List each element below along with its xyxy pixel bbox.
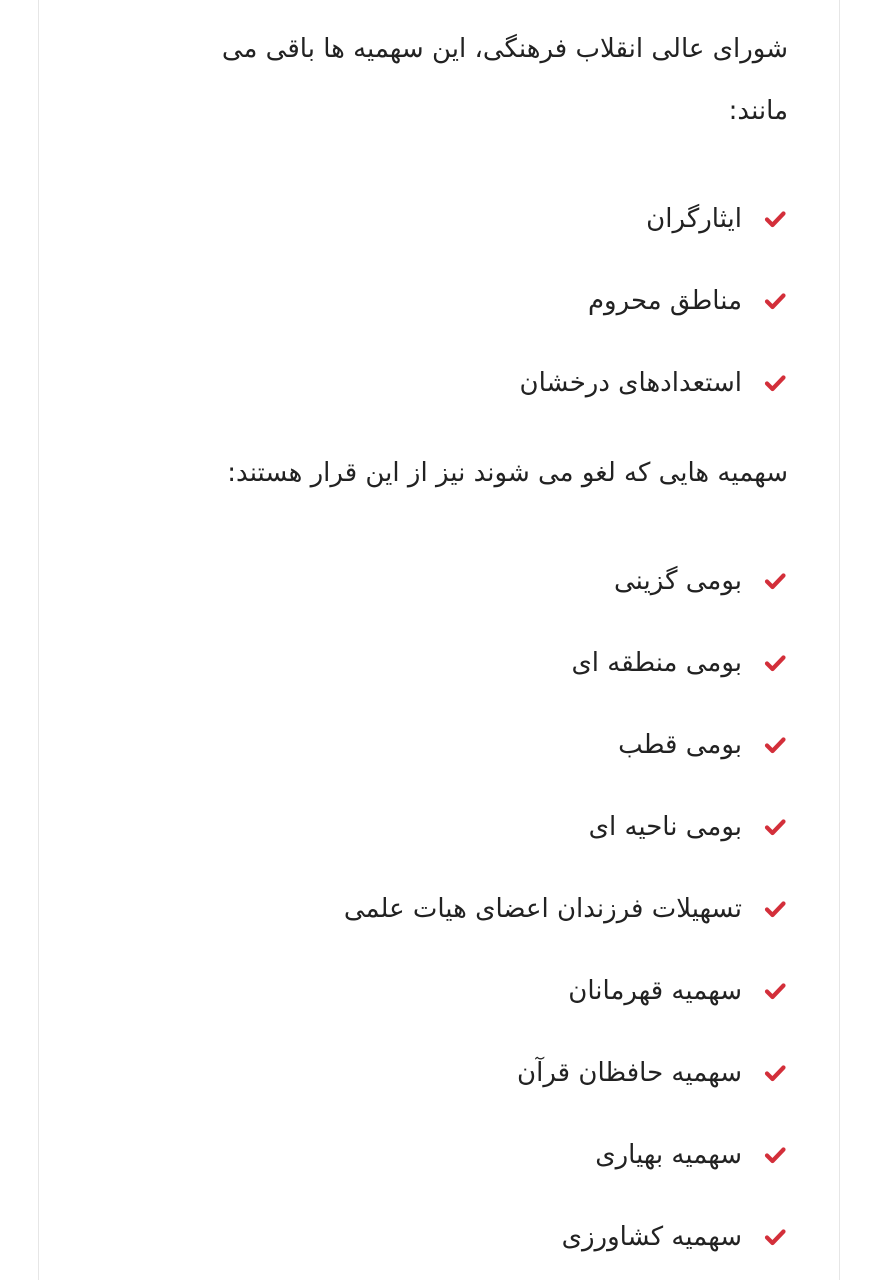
check-icon <box>764 570 786 592</box>
kept-quotas-list <box>80 178 788 424</box>
list-item <box>80 260 788 342</box>
check-icon <box>764 652 786 674</box>
list-item-text: بومی منطقه ای <box>571 648 742 678</box>
check-icon <box>764 208 786 230</box>
list-item-text: سهمیه قهرمانان <box>568 976 742 1006</box>
list-item <box>80 622 788 704</box>
article-content <box>80 0 788 1278</box>
list-item-text: بومی قطب <box>618 730 742 760</box>
intro-line-1: شورای عالی انقلاب فرهنگی، این سهمیه ها باقی می <box>221 34 788 64</box>
removed-quotas-heading: سهمیه هایی که لغو می شوند نیز از این قرار هستند: <box>227 458 788 488</box>
list-item <box>80 786 788 868</box>
list-item-text: سهمیه بهیاری <box>595 1140 742 1170</box>
list-item <box>80 342 788 424</box>
list-item <box>80 1032 788 1114</box>
list-item-text: بومی ناحیه ای <box>588 812 742 842</box>
list-item-text: ایثارگران <box>646 204 742 234</box>
check-icon <box>764 290 786 312</box>
list-item-text: بومی گزینی <box>613 566 742 596</box>
list-item-text: مناطق محروم <box>587 286 742 316</box>
list-item <box>80 868 788 950</box>
list-item <box>80 1196 788 1278</box>
list-item-text: سهمیه حافظان قرآن <box>517 1058 742 1088</box>
check-icon <box>764 734 786 756</box>
removed-quotas-list <box>80 540 788 1278</box>
check-icon <box>764 1062 786 1084</box>
list-item <box>80 178 788 260</box>
check-icon <box>764 980 786 1002</box>
list-item <box>80 1114 788 1196</box>
intro-paragraph <box>80 0 788 142</box>
check-icon <box>764 898 786 920</box>
check-icon <box>764 372 786 394</box>
list-item-text: استعدادهای درخشان <box>519 368 742 398</box>
intro-line-2: مانند: <box>728 96 788 126</box>
check-icon <box>764 1226 786 1248</box>
check-icon <box>764 1144 786 1166</box>
check-icon <box>764 816 786 838</box>
list-item <box>80 540 788 622</box>
list-item-text: تسهیلات فرزندان اعضای هیات علمی <box>343 894 742 924</box>
list-item <box>80 704 788 786</box>
list-item <box>80 950 788 1032</box>
list-item-text: سهمیه کشاورزی <box>561 1222 742 1252</box>
